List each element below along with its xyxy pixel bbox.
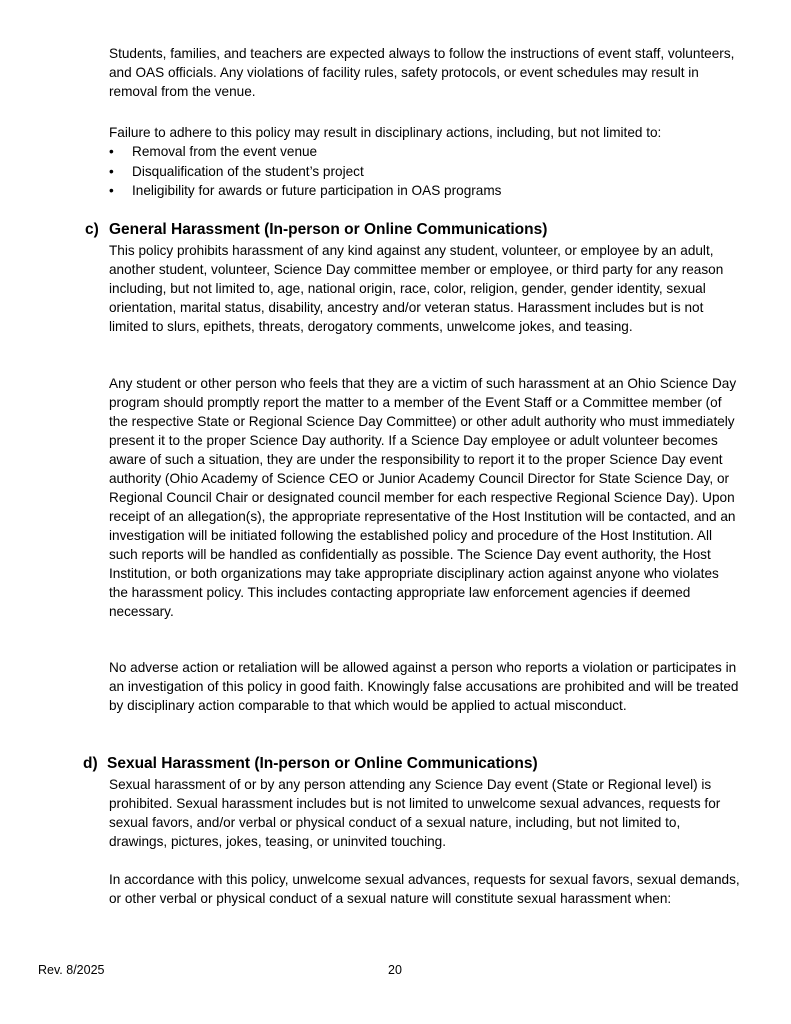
list-item (109, 142, 729, 162)
section-c-paragraph-1 (109, 241, 741, 336)
intro-paragraph-2 (109, 123, 741, 142)
list-item (109, 162, 729, 182)
section-d-marker: d) (83, 755, 98, 772)
section-c-paragraph-2-text: Any student or other person who feels that they are a victim of such harassment at an Ohio Science Day program should promptly report the matter to a member of the Event Staff or a Committee member (of the respective State or Regional Science Day Committee) or other adult authority who must immediately present it to the proper Science Day authority. If a Science Day employee or adult volunteer becomes aware of such a situation, they are under the responsibility to report it to the proper Science Day event authority (Ohio Academy of Science CEO or Junior Academy Council Director for State Science Day, or Regional Council Chair or designated council member for each respective Regional Science Day). Upon receipt of an allegation(s), the appropriate representative of the Host Institution will be contacted, and an investigation will be initiated following the established policy and procedure of the Host Institution. All such reports will be handled as confidentially as possible. The Science Day event authority, the Host Institution, or both organizations may take appropriate disciplinary action against anyone who violates the harassment policy. This includes contacting appropriate law enforcement agencies if deemed necessary. (109, 376, 737, 619)
intro-paragraph-2-text: Failure to adhere to this policy may result in disciplinary actions, including, but not limited to: (109, 125, 662, 140)
section-d-paragraph-1-text: Sexual harassment of or by any person attending any Science Day event (State or Regional level) is prohibited. Sexual harassment includes but is not limited to unwelcome sexual advances, requests for sexual favors, and/or verbal or physical conduct of a sexual nature, including, but not limited to, drawings, pictures, jokes, teasing, or uninvited touching. (109, 777, 721, 849)
section-c-heading (85, 220, 547, 240)
section-c-paragraph-3 (109, 658, 741, 715)
list-item (109, 181, 729, 201)
bullet-icon: • (109, 163, 114, 179)
footer-page-number: 20 (388, 963, 402, 977)
intro-paragraph-1-text: Students, families, and teachers are expected always to follow the instructions of event staff, volunteers, and OAS officials. Any violations of facility rules, safety protocols, or event schedules may result in removal from the venue. (109, 46, 735, 99)
section-d-title: Sexual Harassment (In-person or Online Communications) (107, 755, 538, 772)
footer-revision: Rev. 8/2025 (38, 963, 105, 977)
section-c-title: General Harassment (In-person or Online Communications) (109, 221, 548, 238)
section-d-heading (83, 754, 538, 774)
bullet-icon: • (109, 144, 114, 159)
intro-paragraph-1 (109, 44, 741, 101)
section-c-paragraph-3-text: No adverse action or retaliation will be allowed against a person who reports a violation or participates in an investigation of this policy in good faith. Knowingly false accusations are prohibited and will be treated by disciplinary action comparable to that which would be applied to actual misconduct. (109, 660, 739, 713)
list-item-text: Disqualification of the student’s project (132, 163, 364, 179)
section-d-paragraph-2 (109, 870, 741, 908)
bullet-icon: • (109, 183, 114, 198)
list-item-text: Removal from the event venue (132, 144, 318, 159)
section-d-paragraph-2-text: In accordance with this policy, unwelcome sexual advances, requests for sexual favors, sexual demands, or other verbal or physical conduct of a sexual nature will constitute sexual harassment when: (109, 872, 740, 906)
consequences-list (109, 142, 729, 201)
section-c-paragraph-2 (109, 374, 741, 621)
section-c-paragraph-1-text: This policy prohibits harassment of any kind against any student, volunteer, or employee by an adult, another student, volunteer, Science Day committee member or employee, or third party for any reason including, but not limited to, age, national origin, race, color, religion, gender, gender identity, sexual orientation, marital status, disability, ancestry and/or veteran status. Harassment includes but is not limited to slurs, epithets, threats, derogatory comments, unwelcome jokes, and teasing. (109, 243, 724, 334)
section-d-paragraph-1 (109, 775, 741, 851)
section-c-marker: c) (85, 221, 99, 238)
list-item-text: Ineligibility for awards or future participation in OAS programs (132, 183, 502, 198)
